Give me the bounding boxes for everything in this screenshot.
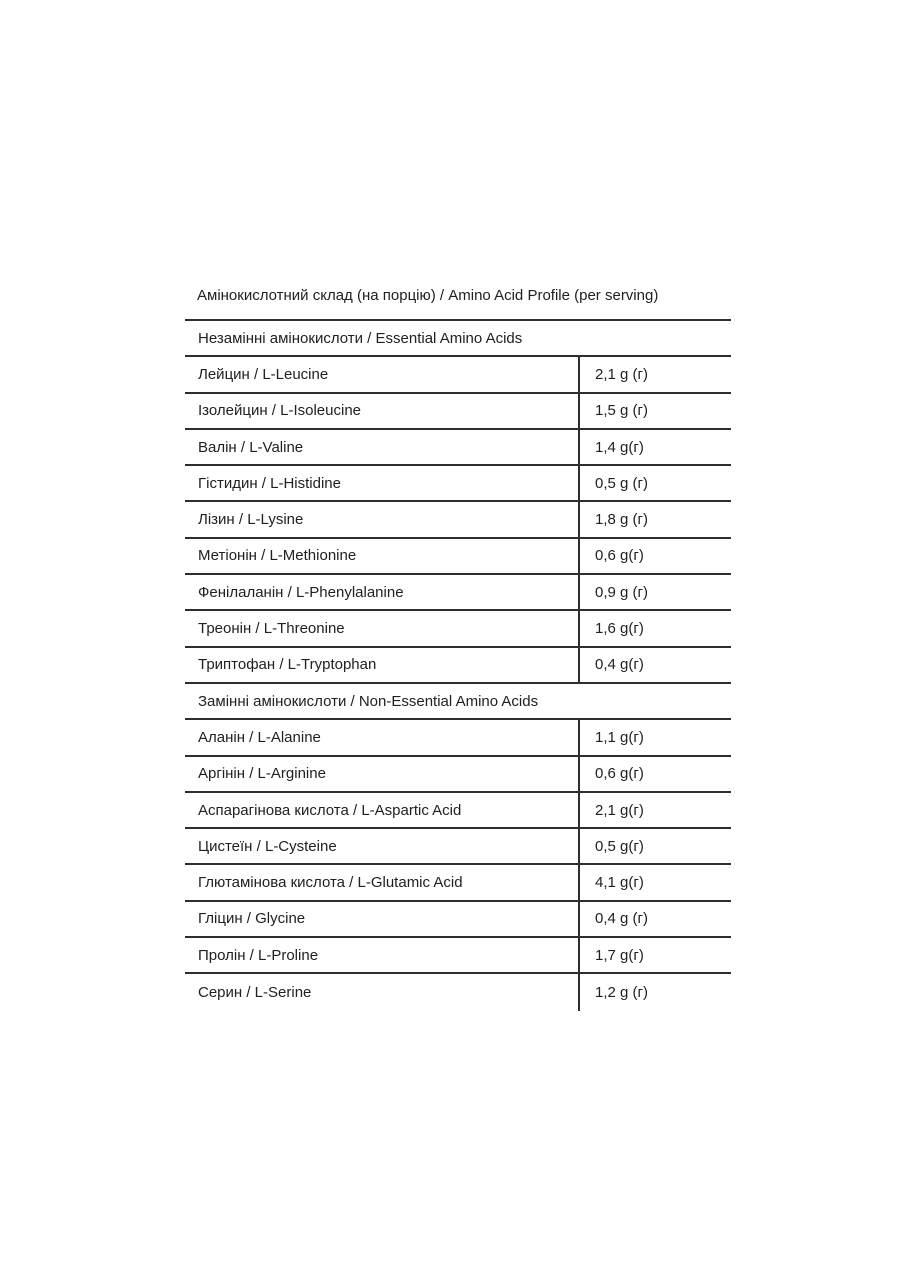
amino-name-cell: Аспарагінова кислота / L-Aspartic Acid	[198, 801, 462, 819]
amino-name-cell: Аргінін / L-Arginine	[198, 765, 326, 783]
amino-name-cell: Аланін / L-Alanine	[198, 728, 321, 746]
table-row	[185, 720, 731, 756]
amino-value-cell: 0,9 g (г)	[578, 575, 731, 609]
amino-name-cell: Триптофан / L-Tryptophan	[198, 656, 377, 674]
amino-value-cell: 0,5 g (г)	[578, 466, 731, 500]
amino-value-cell: 1,7 g(г)	[578, 938, 731, 972]
table-row	[185, 611, 731, 647]
section-header-label: Незамінні амінокислоти / Essential Amino Acids	[198, 329, 523, 347]
amino-value-cell: 2,1 g (г)	[578, 357, 731, 391]
table-row	[185, 357, 731, 393]
amino-name-cell: Фенілаланін / L-Phenylalanine	[198, 583, 404, 601]
page-title: Амінокислотний склад (на порцію) / Amino Acid Profile (per serving)	[197, 287, 659, 304]
amino-value-cell: 1,2 g (г)	[578, 974, 731, 1010]
amino-value-cell: 2,1 g(г)	[578, 793, 731, 827]
amino-name-cell: Гістидин / L-Histidine	[198, 474, 341, 492]
amino-name-cell: Лізин / L-Lysine	[198, 511, 304, 529]
table-row	[185, 648, 731, 684]
amino-value-cell: 0,6 g(г)	[578, 539, 731, 573]
section-header-label: Замінні амінокислоти / Non-Essential Amino Acids	[198, 692, 539, 710]
table-row	[185, 902, 731, 938]
table-row	[185, 466, 731, 502]
amino-value-cell: 1,4 g(г)	[578, 430, 731, 464]
amino-value-cell: 0,4 g(г)	[578, 648, 731, 682]
amino-name-cell: Цистеїн / L-Cysteine	[198, 837, 337, 855]
amino-name-cell: Пролін / L-Proline	[198, 946, 319, 964]
table-row	[185, 394, 731, 430]
table-row	[185, 865, 731, 901]
amino-value-cell: 1,5 g (г)	[578, 394, 731, 428]
table-row	[185, 793, 731, 829]
amino-value-cell: 4,1 g(г)	[578, 865, 731, 899]
table-row	[185, 757, 731, 793]
table-row	[185, 829, 731, 865]
amino-name-cell: Лейцин / L-Leucine	[198, 365, 329, 383]
table-row	[185, 539, 731, 575]
amino-value-cell: 0,5 g(г)	[578, 829, 731, 863]
amino-value-cell: 1,6 g(г)	[578, 611, 731, 645]
amino-name-cell: Серин / L-Serine	[198, 983, 312, 1001]
amino-value-cell: 1,8 g (г)	[578, 502, 731, 536]
amino-name-cell: Метіонін / L-Methionine	[198, 547, 357, 565]
amino-name-cell: Ізолейцин / L-Isoleucine	[198, 402, 362, 420]
amino-name-cell: Глютамінова кислота / L-Glutamic Acid	[198, 874, 463, 892]
table-row	[185, 430, 731, 466]
table-row	[185, 938, 731, 974]
section-header-row	[185, 684, 731, 720]
amino-name-cell: Треонін / L-Threonine	[198, 620, 345, 638]
amino-name-cell: Валін / L-Valine	[198, 438, 304, 456]
table-row	[185, 575, 731, 611]
table-row	[185, 974, 731, 1010]
amino-value-cell: 0,4 g (г)	[578, 902, 731, 936]
table-row	[185, 502, 731, 538]
amino-value-cell: 0,6 g(г)	[578, 757, 731, 791]
amino-acid-table	[185, 319, 731, 1011]
amino-name-cell: Гліцин / Glycine	[198, 910, 306, 928]
amino-value-cell: 1,1 g(г)	[578, 720, 731, 754]
section-header-row	[185, 321, 731, 357]
